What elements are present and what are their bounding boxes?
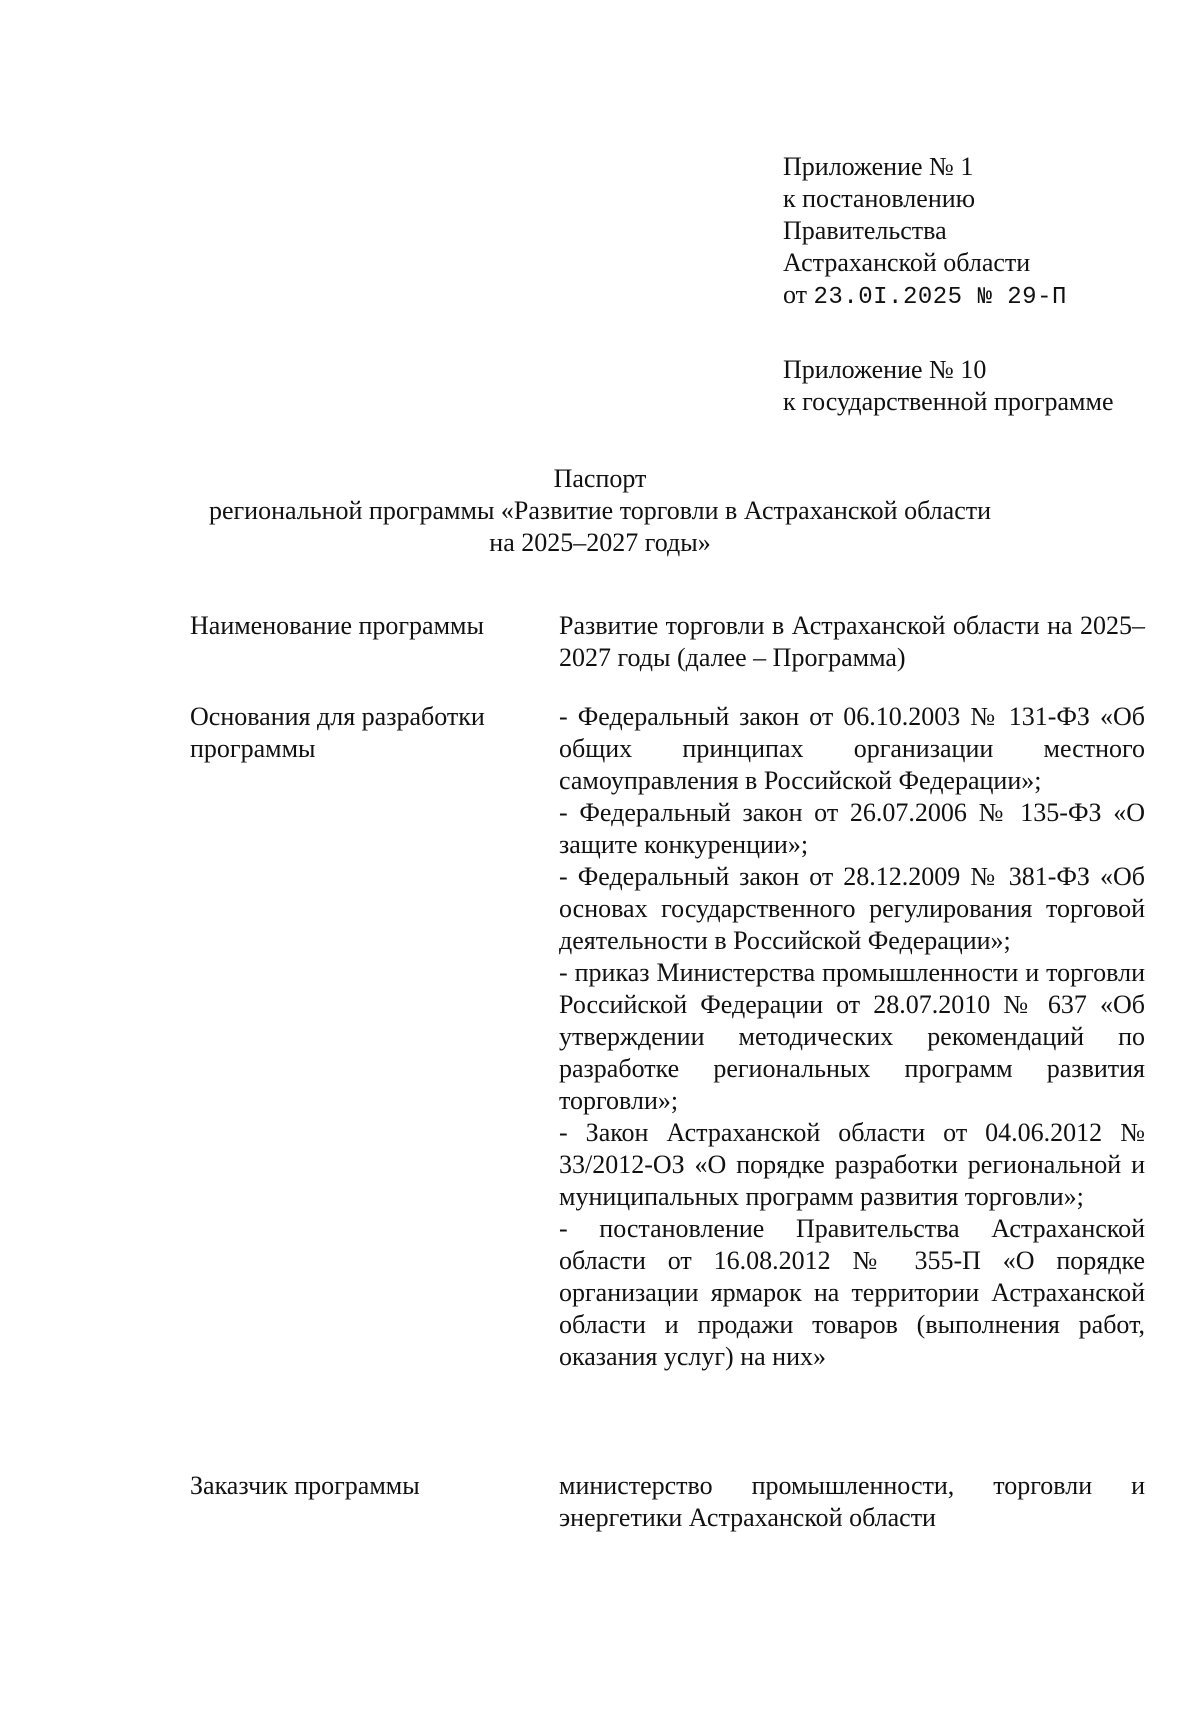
row-label: Наименование программы [190, 611, 484, 640]
row-value [559, 610, 1145, 674]
row-value-paragraph: - Закон Астраханской области от 04.06.2012 № 33/2012-ОЗ «О порядке разработки региональной и муниципальных программ развития торговли»; [559, 1118, 1145, 1211]
annex-1-line: к постановлению [783, 184, 976, 213]
row-value-paragraph: - Федеральный закон от 26.07.2006 № 135-ФЗ «О защите конкуренции»; [559, 798, 1145, 859]
title-line: Паспорт [553, 464, 647, 493]
annex-1-line: Астраханской области [783, 248, 1031, 277]
date-stamp: 23.0I.2025 № 29-П [813, 284, 1067, 311]
row-value-paragraph: - приказ Министерства промышленности и торговли Российской Федерации от 28.07.2010 № 637 «Об утверждении методических рекомендаций по разработке региональных программ развития торговли»; [559, 958, 1145, 1115]
annex-10-header [783, 354, 1114, 418]
annex-10-line: к государственной программе [783, 387, 1114, 416]
annex-1-date-line [783, 279, 1067, 314]
row-value-paragraph: - Федеральный закон от 06.10.2003 № 131-ФЗ «Об общих принципах организации местного самоуправления в Российской Федерации»; [559, 702, 1145, 795]
row-value [559, 701, 1145, 1373]
row-value-paragraph: - постановление Правительства Астраханской области от 16.08.2012 № 355-П «О порядке организации ярмарок на территории Астраханской области и продажи товаров (выполнения работ, оказания услуг) на них» [559, 1214, 1145, 1371]
annex-1-line: Правительства [783, 216, 947, 245]
title-line: на 2025–2027 годы» [489, 528, 711, 557]
date-prefix: от [783, 280, 808, 309]
annex-1-line: Приложение № 1 [783, 152, 974, 181]
row-label: Заказчик программы [190, 1471, 420, 1500]
row-value-paragraph: министерство промышленности, торговли и энергетики Астраханской области [559, 1471, 1145, 1532]
row-value [559, 1470, 1145, 1534]
row-label: Основания для разработки программы [190, 702, 485, 763]
row-value-paragraph: - Федеральный закон от 28.12.2009 № 381-ФЗ «Об основах государственного регулирования торговой деятельности в Российской Федерации»; [559, 862, 1145, 955]
row-value-paragraph: Развитие торговли в Астраханской области на 2025–2027 годы (далее – Программа) [559, 611, 1145, 672]
annex-10-line: Приложение № 10 [783, 355, 987, 384]
annex-1-header [783, 151, 1067, 314]
document-title [150, 463, 1050, 559]
title-line: региональной программы «Развитие торговли в Астраханской области [208, 496, 992, 525]
